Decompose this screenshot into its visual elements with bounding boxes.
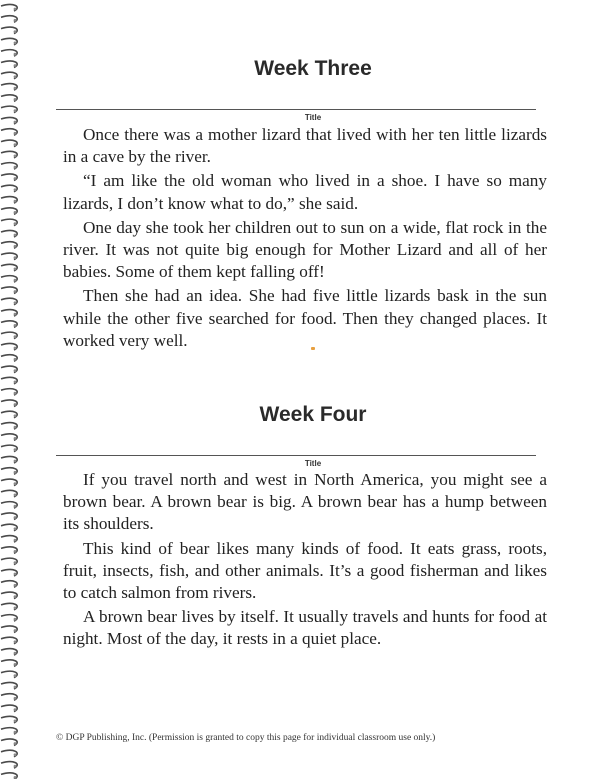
spiral-hole — [14, 561, 17, 564]
spiral-hole — [14, 471, 17, 474]
spiral-hole — [14, 166, 17, 169]
paragraph: If you travel north and west in North America, you might see a brown bear. A brown bear is big. A brown bear has a hump between its shoulders. — [63, 470, 547, 534]
spiral-hole — [14, 629, 17, 632]
spiral-hole — [14, 403, 17, 406]
paragraph: Once there was a mother lizard that lived with her ten little lizards in a cave by the river. — [63, 125, 547, 167]
spiral-hole — [14, 98, 17, 101]
spiral-hole — [14, 324, 17, 327]
spiral-hole — [14, 686, 17, 689]
spiral-hole — [14, 448, 17, 451]
spiral-hole — [14, 460, 17, 463]
spiral-hole — [14, 155, 17, 158]
spiral-hole — [14, 505, 17, 508]
spiral-hole — [14, 731, 17, 734]
spiral-hole — [14, 742, 17, 745]
spiral-hole — [14, 121, 17, 124]
paragraph: One day she took her children out to sun on a wide, flat rock in the river. It was not quite big enough for Mother Lizard and all of her babies. Some of them kept falling off! — [63, 217, 547, 282]
spiral-hole — [14, 177, 17, 180]
paragraph: A brown bear lives by itself. It usually travels and hunts for food at night. Most of the day, it rests in a quiet place. — [63, 607, 547, 649]
spiral-hole — [14, 618, 17, 621]
spiral-hole — [14, 573, 17, 576]
spiral-hole — [14, 426, 17, 429]
spiral-hole — [14, 494, 17, 497]
spiral-hole — [14, 87, 17, 90]
paragraph: “I am like the old woman who lived in a shoe. I have so many lizards, I don’t know what to do,” she said. — [63, 171, 547, 213]
spiral-hole — [14, 720, 17, 723]
spiral-hole — [14, 53, 17, 56]
spiral-hole — [14, 584, 17, 587]
worksheet-page — [26, 0, 600, 779]
spiral-hole — [14, 256, 17, 259]
spiral-hole — [14, 392, 17, 395]
copyright-footer: © DGP Publishing, Inc. (Permission is granted to copy this page for individual classroom use only.) — [56, 733, 436, 743]
title-label: Title — [304, 459, 322, 468]
spiral-binding — [0, 0, 26, 779]
spiral-hole — [14, 369, 17, 372]
spiral-hole — [14, 42, 17, 45]
spiral-hole — [14, 279, 17, 282]
spiral-hole — [14, 301, 17, 304]
spiral-hole — [14, 64, 17, 67]
spiral-hole — [14, 663, 17, 666]
spiral-hole — [14, 381, 17, 384]
week-three-heading: Week Three — [254, 57, 372, 80]
spiral-hole — [14, 75, 17, 78]
spiral-hole — [14, 132, 17, 135]
spiral-hole — [14, 527, 17, 530]
spiral-hole — [14, 516, 17, 519]
paragraph: Then she had an idea. She had five little lizards bask in the sun while the other five searched for food. Then they changed places. It worked very well. — [63, 286, 547, 350]
spiral-hole — [14, 290, 17, 293]
spiral-hole — [14, 640, 17, 643]
spiral-hole — [14, 753, 17, 756]
spiral-hole — [14, 347, 17, 350]
spiral-hole — [14, 268, 17, 271]
spiral-hole — [14, 708, 17, 711]
spiral-hole — [14, 335, 17, 338]
spiral-hole — [14, 674, 17, 677]
spiral-hole — [14, 8, 17, 11]
spiral-hole — [14, 550, 17, 553]
stray-mark — [311, 347, 315, 350]
spiral-hole — [14, 211, 17, 214]
spiral-hole — [14, 109, 17, 112]
spiral-hole — [14, 697, 17, 700]
spiral-hole — [14, 539, 17, 542]
week-three-passage — [63, 124, 547, 354]
spiral-hole — [14, 245, 17, 248]
spiral-hole — [14, 188, 17, 191]
spiral-hole — [14, 200, 17, 203]
paragraph: This kind of bear likes many kinds of food. It eats grass, roots, fruit, insects, fish, and other animals. It’s a good fisherman and likes to catch salmon from rivers. — [63, 538, 547, 603]
spiral-hole — [14, 607, 17, 610]
title-label: Title — [304, 113, 322, 122]
spiral-hole — [14, 234, 17, 237]
spiral-hole — [14, 765, 17, 768]
spiral-hole — [14, 776, 17, 779]
title-write-line[interactable] — [56, 455, 536, 456]
title-write-line[interactable] — [56, 109, 536, 110]
spiral-hole — [14, 358, 17, 361]
spiral-hole — [14, 414, 17, 417]
spiral-hole — [14, 143, 17, 146]
spiral-hole — [14, 652, 17, 655]
spiral-hole — [14, 222, 17, 225]
spiral-hole — [14, 482, 17, 485]
week-four-passage — [63, 469, 547, 653]
spiral-hole — [14, 595, 17, 598]
spiral-hole — [14, 313, 17, 316]
spiral-hole — [14, 30, 17, 33]
week-four-heading: Week Four — [259, 403, 367, 426]
spiral-hole — [14, 19, 17, 22]
spiral-hole — [14, 437, 17, 440]
